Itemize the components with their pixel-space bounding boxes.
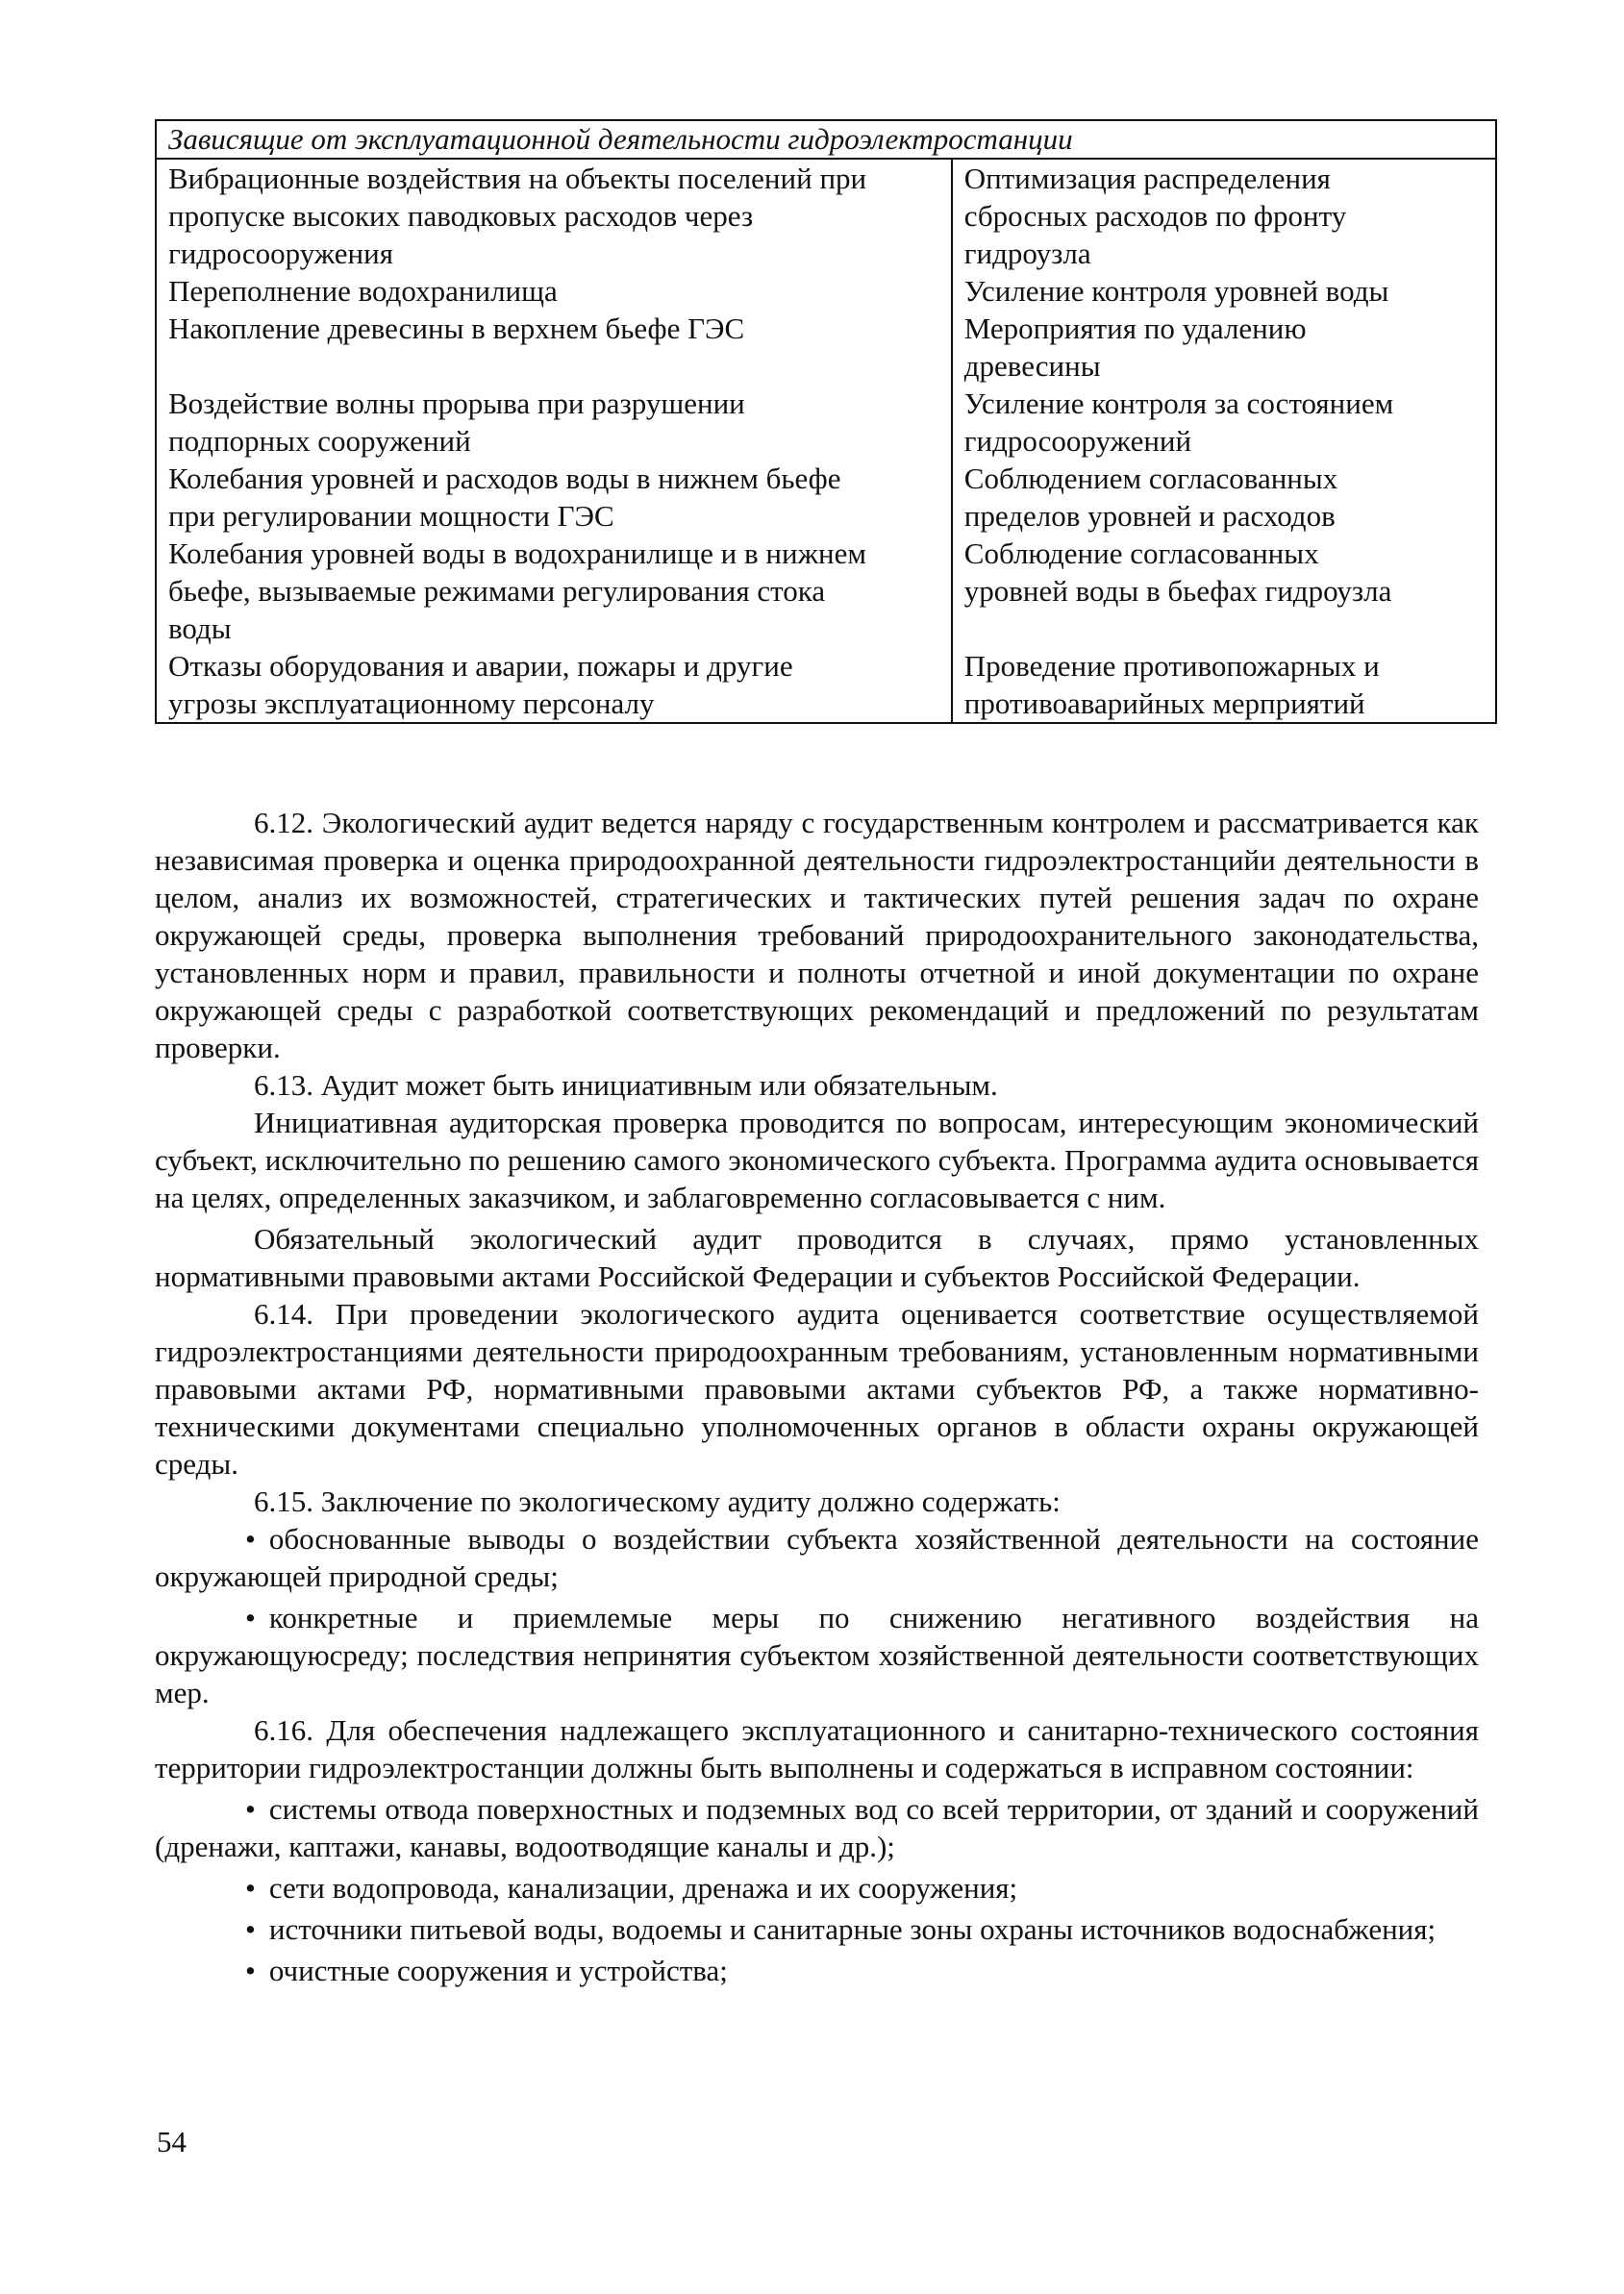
page-number: 54 — [157, 2125, 187, 2158]
impact-cell — [156, 310, 952, 385]
cell-line: гидросооружений — [963, 424, 1192, 458]
impact-cell — [156, 272, 952, 310]
table-heading-row — [156, 120, 1496, 159]
cell-line: Накопление древесины в верхнем бьефе ГЭС — [168, 312, 745, 345]
measure-cell — [952, 460, 1496, 535]
impact-cell — [156, 535, 952, 647]
measure-cell — [952, 310, 1496, 385]
cell-line: Оптимизация распределения — [963, 162, 1331, 195]
table-row — [156, 310, 1496, 385]
cell-line: Отказы оборудования и аварии, пожары и другие — [168, 649, 793, 683]
table-row — [156, 460, 1496, 535]
paragraph-6-16: 6.16. Для обеспечения надлежащего эксплуатационного и санитарно-технического состояния территории гидроэлектростанции должны быть выполнены и содержаться в исправном состоянии: — [155, 1713, 1479, 1784]
list-item: • обоснованные выводы о воздействии субъекта хозяйственной деятельности на состояние окружающей природной среды; — [155, 1520, 1479, 1595]
measure-cell — [952, 647, 1496, 723]
table-heading: Зависящие от эксплуатационной деятельности гидроэлектростанции — [156, 120, 1496, 159]
measures-table — [155, 119, 1497, 724]
cell-line: Усиление контроля за состоянием — [963, 386, 1394, 420]
cell-line: при регулировании мощности ГЭС — [168, 499, 614, 533]
measure-cell — [952, 535, 1496, 647]
table-row — [156, 159, 1496, 272]
cell-line: Соблюдением согласованных — [963, 461, 1338, 495]
cell-line: Мероприятия по удалению — [963, 312, 1307, 345]
measure-cell — [952, 272, 1496, 310]
paragraph-6-12: 6.12. Экологический аудит ведется наряду с государственным контролем и рассматривается как независимая проверка и оценка природоохранной деятельности гидроэлектростанцийи деятельности в целом, анализ их возможностей, стратегических и тактических путей решения задач по охране окружающей среды, проверка выполнения требований природоохранительного законодательства, установленных норм и правил, правильности и полноты отчетной и иной документации по охране окружающей среды с разработкой соответствующих рекомендаций и предложений по результатам проверки. — [155, 806, 1479, 1064]
cell-line: угрозы эксплуатационному персоналу — [168, 686, 655, 720]
table-row — [156, 647, 1496, 723]
cell-line: Воздействие волны прорыва при разрушении — [168, 386, 745, 420]
cell-line: Проведение противопожарных и — [963, 649, 1380, 683]
impact-cell — [156, 159, 952, 272]
paragraph-6-15: 6.15. Заключение по экологическому аудиту должно содержать: — [254, 1484, 1061, 1518]
impact-cell — [156, 647, 952, 723]
list-item: • источники питьевой воды, водоемы и санитарные зоны охраны источников водоснабжения; — [155, 1910, 1479, 1948]
cell-line: подпорных сооружений — [168, 424, 471, 458]
measure-cell — [952, 385, 1496, 460]
list-item: • очистные сооружения и устройства; — [155, 1952, 1479, 1989]
paragraph-6-14: 6.14. При проведении экологического аудита оценивается соответствие осуществляемой гидроэлектростанциями деятельности природоохранным требованиям, установленным нормативными правовыми актами РФ, нормативными правовыми актами субъектов РФ, а также нормативно-техническими документами специально уполномоченных органов в области охраны окружающей среды. — [155, 1297, 1479, 1481]
paragraph-6-13-mandatory: Обязательный экологический аудит проводится в случаях, прямо установленных нормативными правовыми актами Российской Федерации и субъектов Российской Федерации. — [155, 1222, 1479, 1293]
body-text — [155, 800, 1479, 1989]
cell-line: пределов уровней и расходов — [963, 499, 1336, 533]
table-row — [156, 385, 1496, 460]
table-body — [156, 159, 1496, 723]
cell-line: пропуске высоких паводковых расходов через — [168, 199, 754, 233]
cell-line — [168, 347, 939, 385]
cell-line: сбросных расходов по фронту — [963, 199, 1347, 233]
cell-line: воды — [168, 611, 232, 645]
table-row — [156, 535, 1496, 647]
list-item: • конкретные и приемлемые меры по снижению негативного воздействия на окружающуюсреду; последствия непринятия субъектом хозяйственной деятельности соответствующих мер. — [155, 1599, 1479, 1711]
cell-line: Усиление контроля уровней воды — [963, 274, 1389, 308]
cell-line: Переполнение водохранилища — [168, 274, 558, 308]
impact-cell — [156, 460, 952, 535]
cell-line: Соблюдение согласованных — [963, 536, 1319, 570]
cell-line: уровней воды в бьефах гидроузла — [963, 574, 1392, 608]
cell-line: Колебания уровней воды в водохранилище и в нижнем — [168, 536, 866, 570]
list-item: • сети водопровода, канализации, дренажа и их сооружения; — [155, 1869, 1479, 1907]
list-item: • системы отвода поверхностных и подземных вод со всей территории, от зданий и сооружений (дренажи, каптажи, канавы, водоотводящие каналы и др.); — [155, 1790, 1479, 1865]
cell-line: Вибрационные воздействия на объекты поселений при — [168, 162, 867, 195]
cell-line: гидроузла — [963, 237, 1091, 270]
cell-line: древесины — [963, 349, 1101, 383]
cell-line: Колебания уровней и расходов воды в нижнем бьефе — [168, 461, 841, 495]
cell-line: бьефе, вызываемые режимами регулирования стока — [168, 574, 826, 608]
impact-cell — [156, 385, 952, 460]
table-row — [156, 272, 1496, 310]
paragraph-6-13: 6.13. Аудит может быть инициативным или обязательным. — [254, 1068, 998, 1102]
measure-cell — [952, 159, 1496, 272]
cell-line: противоаварийных мерприятий — [963, 686, 1365, 720]
cell-line: гидросооружения — [168, 237, 393, 270]
paragraph-6-13-initiative: Инициативная аудиторская проверка проводится по вопросам, интересующим экономический субъект, исключительно по решению самого экономического субъекта. Программа аудита основывается на целях, определенных заказчиком, и заблаговременно согласовывается с ним. — [155, 1106, 1479, 1214]
